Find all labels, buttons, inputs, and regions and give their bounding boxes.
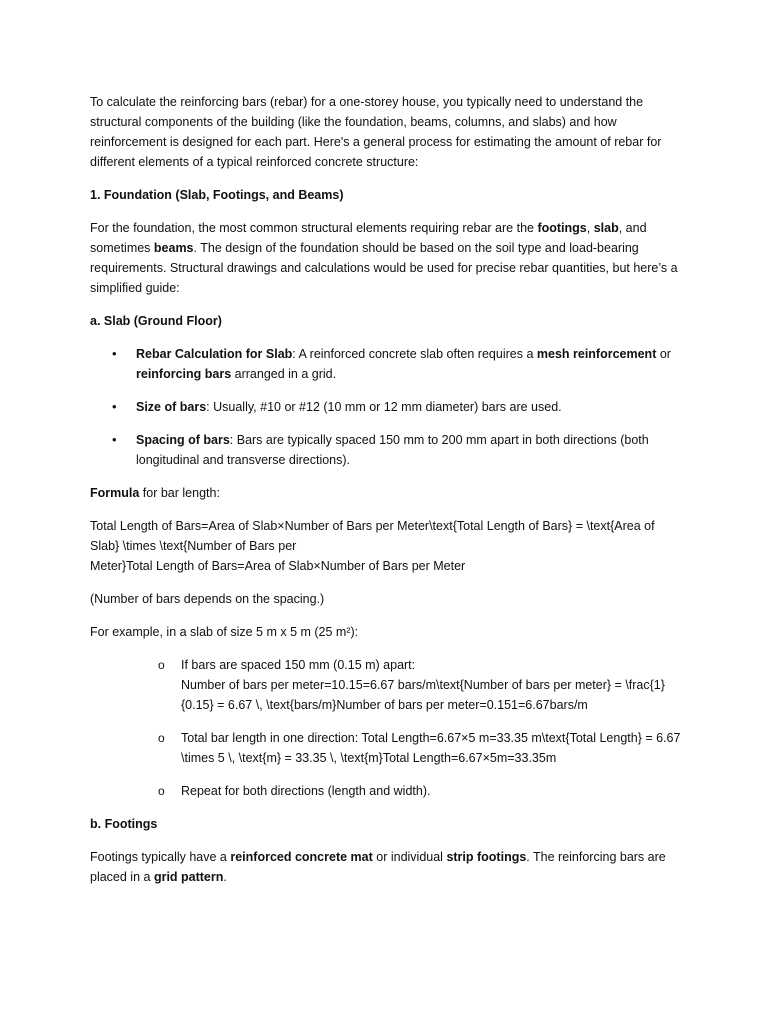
bullet-icon: •: [112, 399, 117, 414]
text-run: Footings typically have a: [90, 850, 231, 864]
bullet-icon: •: [112, 346, 117, 361]
bullet-icon: •: [112, 432, 117, 447]
circle-bullet-icon: o: [158, 731, 165, 745]
spacing-note: (Number of bars depends on the spacing.): [90, 592, 325, 606]
text-run: : Usually, #10 or #12 (10 mm or 12 mm diameter) bars are used.: [206, 400, 562, 414]
formula-line: Total Length of Bars=Area of Slab×Number of Bars per Meter\text{Total Length of Bars} = \text{Area of Slab} \times \text{Number of Bars per: [90, 519, 655, 553]
list-item: [90, 430, 686, 470]
sub-list-item: [90, 728, 686, 768]
bold-term: reinforced concrete mat: [230, 850, 373, 864]
footings-paragraph: [90, 847, 686, 887]
circle-bullet-icon: o: [158, 784, 165, 798]
bold-term: reinforcing bars: [136, 367, 232, 381]
list-item: [90, 397, 686, 417]
slab-bullet-list: [90, 344, 686, 470]
formula-line: Meter}Total Length of Bars=Area of Slab×Number of Bars per Meter: [90, 559, 466, 573]
subsection-heading-text: a. Slab (Ground Floor): [90, 314, 222, 328]
example-intro: For example, in a slab of size 5 m x 5 m (25 m²):: [90, 625, 359, 639]
text-run: : Bars are typically spaced 150 mm to 200 mm apart in both directions (both longitudinal and transverse directions).: [136, 433, 649, 467]
text-run: or individual: [372, 850, 447, 864]
text-run: .: [223, 870, 227, 884]
subsection-heading-footings: [90, 814, 686, 834]
text-run: . The reinforcing bars are placed in a: [90, 850, 666, 884]
formula-label: [90, 483, 686, 503]
text-run: : A reinforced concrete slab often requires a: [292, 347, 537, 361]
subsection-heading-text: b. Footings: [90, 817, 158, 831]
bold-term: grid pattern: [153, 870, 224, 884]
circle-bullet-icon: o: [158, 658, 165, 672]
text-run: . The design of the foundation should be based on the soil type and load-bearing requirements. Structural drawings and calculations would be used for precise rebar quantities, but here’s a simplified guide:: [90, 241, 678, 295]
sub-list-item: [90, 655, 686, 715]
text-run: for bar length:: [139, 486, 220, 500]
intro-paragraph: To calculate the reinforcing bars (rebar) for a one-storey house, you typically need to understand the structural components of the building (like the foundation, beams, columns, and slabs) and how reinforcement is designed for each part. Here's a general process for estimating the amount of rebar for different elements of a typical reinforced concrete structure:: [90, 95, 662, 169]
bold-term: Spacing of bars: [136, 433, 230, 447]
text-run: Total bar length in one direction: Total Length=6.67×5 m=33.35 m\text{Total Length} = 6.67 \times 5 \, \text{m} = 33.35 \, \text{m}Total Length=6.67×5m=33.35m: [181, 731, 681, 765]
text-run: If bars are spaced 150 mm (0.15 m) apart:: [181, 658, 416, 672]
section-heading-foundation: [90, 185, 686, 205]
text-run: arranged in a grid.: [231, 367, 337, 381]
list-item: [90, 344, 686, 384]
sub-list-item: [90, 781, 686, 801]
foundation-paragraph: [90, 218, 686, 298]
bold-term: mesh reinforcement: [536, 347, 657, 361]
bold-term: Rebar Calculation for Slab: [136, 347, 293, 361]
document-body: [90, 92, 686, 887]
text-run: Repeat for both directions (length and width).: [181, 784, 431, 798]
section-heading-text: 1. Foundation (Slab, Footings, and Beams): [90, 188, 344, 202]
example-sub-list: [90, 655, 686, 801]
text-run: , and sometimes: [90, 221, 647, 255]
bold-term: footings: [537, 221, 587, 235]
text-run: ,: [586, 221, 594, 235]
text-run: or: [656, 347, 671, 361]
bold-term: beams: [153, 241, 194, 255]
bold-term: Size of bars: [136, 400, 207, 414]
text-run: Number of bars per meter=10.15=6.67 bars/m\text{Number of bars per meter} = \frac{1}{0.15} = 6.67 \, \text{bars/m}Number of bars per meter=0.151=6.67bars/m: [181, 678, 665, 712]
bold-term: Formula: [90, 486, 140, 500]
bold-term: strip footings: [446, 850, 527, 864]
bold-term: slab: [593, 221, 619, 235]
text-run: For the foundation, the most common structural elements requiring rebar are the: [90, 221, 538, 235]
subsection-heading-slab: [90, 311, 686, 331]
